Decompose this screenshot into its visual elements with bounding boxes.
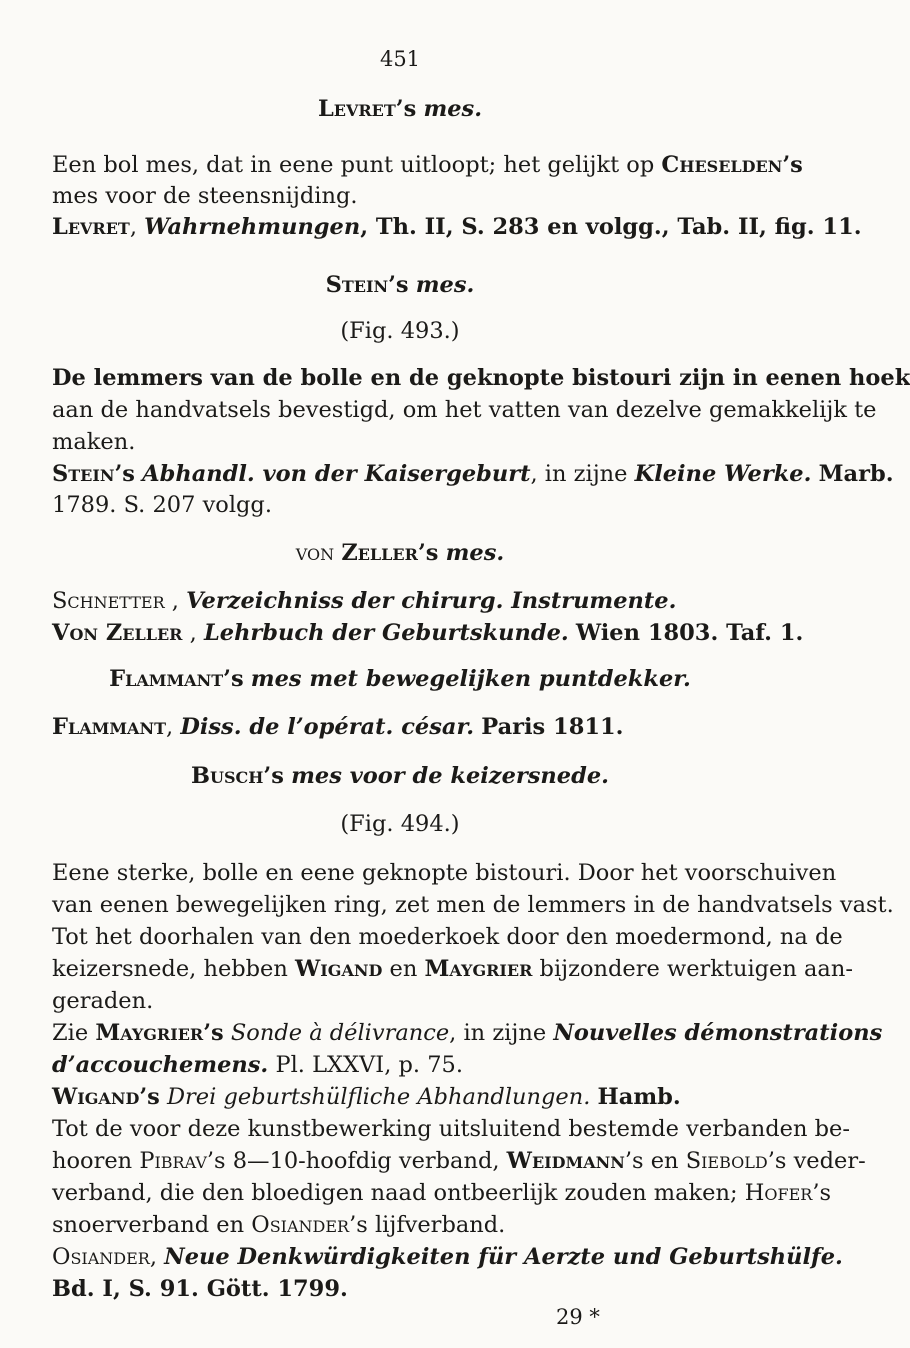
section-heading-flammant: Flammant’s mes met bewegelijken puntdekker.	[109, 666, 691, 692]
bibliographic-reference: Levret, Wahrnehmungen, Th. II, S. 283 en volgg., Tab. II, fig. 11.	[52, 214, 862, 240]
bibliographic-reference: Osiander, Neue Denkwürdigkeiten für Aerzte und Geburtshülfe.	[52, 1244, 843, 1270]
paragraph-line: maken.	[52, 429, 136, 455]
bibliographic-reference: Wigand’s Drei geburtshülfliche Abhandlungen. Hamb.	[52, 1084, 681, 1110]
paragraph-line: keizersnede, hebben Wigand en Maygrier bijzondere werktuigen aan-	[52, 956, 853, 982]
bibliographic-reference: Stein’s Abhandl. von der Kaisergeburt, in zijne Kleine Werke. Marb.	[52, 461, 894, 487]
bibliographic-reference: Zie Maygrier’s Sonde à délivrance, in zijne Nouvelles démonstrations	[52, 1020, 883, 1046]
figure-reference: (Fig. 494.)	[340, 811, 460, 837]
page-number: 451	[379, 47, 421, 71]
signature-mark: 29 *	[556, 1305, 600, 1329]
paragraph-line: Tot de voor deze kunstbewerking uitsluitend bestemde verbanden be-	[52, 1116, 850, 1142]
paragraph-line: aan de handvatsels bevestigd, om het vatten van dezelve gemakkelijk te	[52, 397, 877, 423]
paragraph-line: snoerverband en Osiander’s lijfverband.	[52, 1212, 506, 1238]
paragraph-line: verband, die den bloedigen naad ontbeerlijk zouden maken; Hofer’s	[52, 1180, 832, 1206]
bibliographic-reference-cont: Bd. I, S. 91. Gött. 1799.	[52, 1276, 348, 1302]
paragraph-line: Tot het doorhalen van den moederkoek door den moedermond, na de	[52, 924, 843, 950]
section-heading-zeller: von Zeller’s mes.	[295, 540, 505, 566]
paragraph-line: De lemmers van de bolle en de geknopte bistouri zijn in eenen hoek	[52, 365, 910, 391]
section-heading-levret: Levret’s mes.	[317, 96, 483, 122]
paragraph-line: Eene sterke, bolle en eene geknopte bistouri. Door het voorschuiven	[52, 860, 837, 886]
bibliographic-reference-cont: 1789. S. 207 volgg.	[52, 492, 272, 518]
bibliographic-reference: Schnetter , Verzeichniss der chirurg. Instrumente.	[52, 588, 677, 614]
paragraph-line: van eenen bewegelijken ring, zet men de lemmers in de handvatsels vast.	[52, 892, 894, 918]
bibliographic-reference: Flammant, Diss. de l’opérat. césar. Paris 1811.	[52, 714, 624, 740]
section-heading-busch: Busch’s mes voor de keizersnede.	[191, 763, 609, 789]
section-heading-stein: Stein’s mes.	[325, 272, 475, 298]
bibliographic-reference-cont: d’accouchemens. Pl. LXXVI, p. 75.	[52, 1052, 463, 1078]
bibliographic-reference: Von Zeller , Lehrbuch der Geburtskunde. Wien 1803. Taf. 1.	[52, 620, 804, 646]
paragraph-line: hooren Pibrav’s 8—10-hoofdig verband, Weidmann’s en Siebold’s veder-	[52, 1148, 866, 1174]
figure-reference: (Fig. 493.)	[340, 318, 460, 344]
paragraph-line: mes voor de steensnijding.	[52, 183, 358, 209]
paragraph-line: geraden.	[52, 988, 154, 1014]
paragraph-line: Een bol mes, dat in eene punt uitloopt; het gelijkt op Cheselden’s	[52, 152, 803, 178]
